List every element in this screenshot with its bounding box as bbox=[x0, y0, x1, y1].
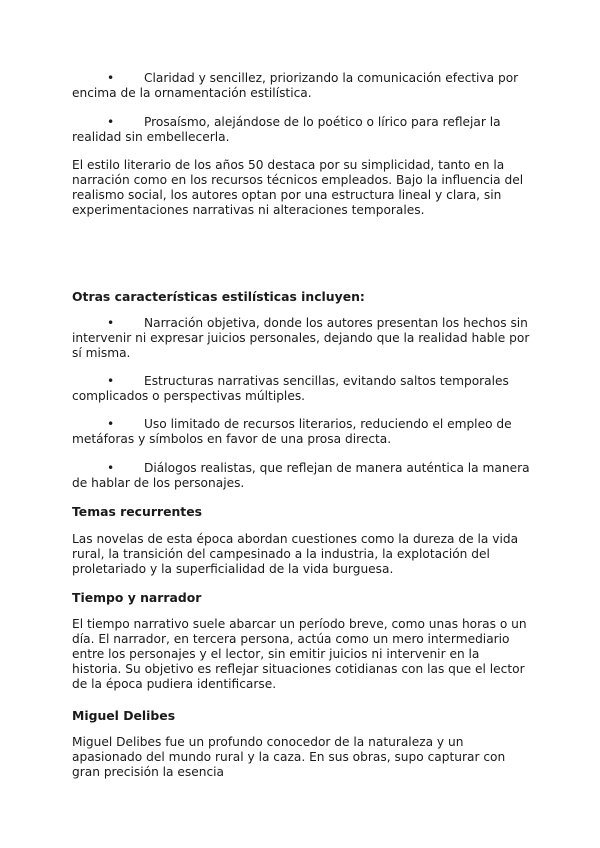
list-item: • Claridad y sencillez, priorizando la comunicación efectiva por encima de la ornamentación estilística. bbox=[72, 71, 519, 100]
bullet-icon: • bbox=[107, 417, 115, 431]
paragraph-delibes: Miguel Delibes fue un profundo conocedor de la naturaleza y un apasionado del mundo rural y la caza. En sus obras, supo capturar con gran precisión la esencia bbox=[72, 735, 506, 779]
paragraph-estilo: El estilo literario de los años 50 destaca por su simplicidad, tanto en la narración como en los recursos técnicos empleados. Bajo la influencia del realismo social, los autores optan por una estructura lineal y clara, sin experimentaciones narrativas ni alteraciones temporales. bbox=[72, 158, 524, 217]
heading-delibes: Miguel Delibes bbox=[72, 708, 176, 723]
paragraph-temas: Las novelas de esta época abordan cuestiones como la dureza de la vida rural, la transición del campesinado a la industria, la explotación del proletariado y la superficialidad de la vida burguesa. bbox=[72, 532, 519, 576]
heading-otras-caracteristicas: Otras características estilísticas incluyen: bbox=[72, 289, 365, 304]
list-item: • Narración objetiva, donde los autores presentan los hechos sin intervenir ni expresar juicios personales, dejando que la realidad hable por sí misma. bbox=[72, 316, 530, 360]
bullet-icon: • bbox=[107, 71, 115, 85]
bullet-icon: • bbox=[107, 374, 115, 388]
bullet-icon: • bbox=[107, 115, 115, 129]
bullet-icon: • bbox=[107, 461, 115, 475]
list-item: • Diálogos realistas, que reflejan de manera auténtica la manera de hablar de los personajes. bbox=[72, 461, 530, 490]
heading-temas: Temas recurrentes bbox=[72, 504, 202, 519]
list-item: • Uso limitado de recursos literarios, reduciendo el empleo de metáforas y símbolos en favor de una prosa directa. bbox=[72, 417, 512, 446]
heading-tiempo: Tiempo y narrador bbox=[72, 590, 202, 605]
paragraph-tiempo: El tiempo narrativo suele abarcar un período breve, como unas horas o un día. El narrador, en tercera persona, actúa como un mero intermediario entre los personajes y el lector, sin emitir juicios ni intervenir en la historia. Su objetivo es reflejar situaciones cotidianas con las que el lector de la época pudiera identificarse. bbox=[72, 617, 527, 691]
bullet-icon: • bbox=[107, 316, 115, 330]
list-item: • Prosaísmo, alejándose de lo poético o lírico para reflejar la realidad sin embellecerla. bbox=[72, 115, 501, 144]
list-item: • Estructuras narrativas sencillas, evitando saltos temporales complicados o perspectivas múltiples. bbox=[72, 374, 509, 403]
